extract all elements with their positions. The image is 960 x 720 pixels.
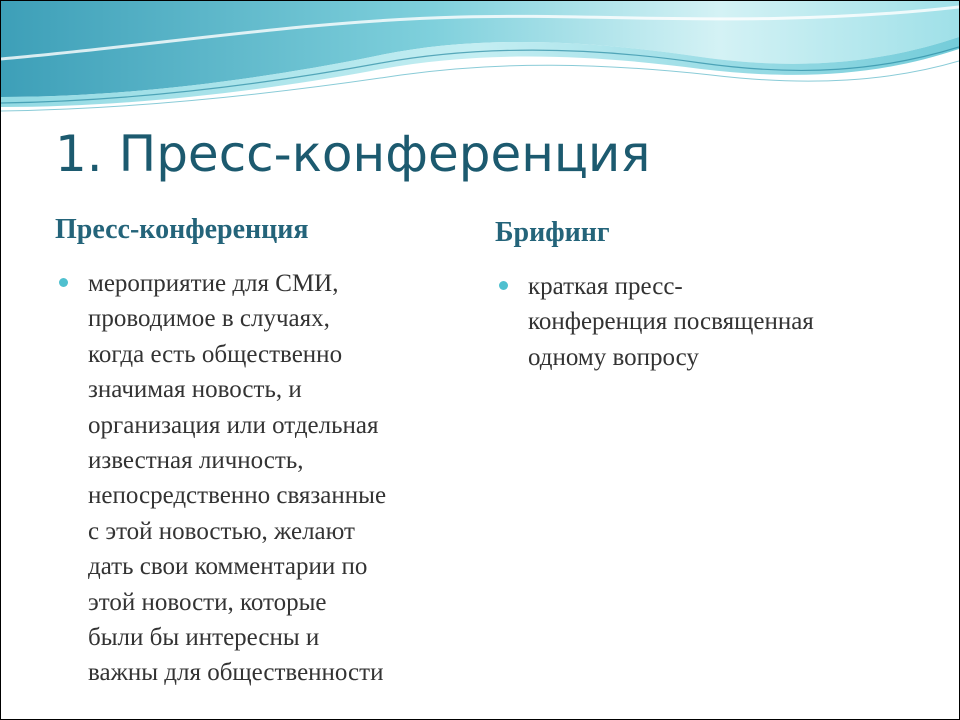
bullet-dot-icon <box>499 281 508 290</box>
bullet-text: мероприятие для СМИ, проводимое в случаях, когда есть общественно значимая новость, и организация или отдельная известная личность, непосредственно связанные с этой новостью, желают дать свои комментарии по этой новости, которые были бы интересны и важны для общественности <box>88 270 387 687</box>
slide-title: 1. Пресс-конференция <box>55 125 651 183</box>
briefing-heading: Брифинг <box>495 217 610 248</box>
list-item <box>495 269 935 375</box>
press-conference-list <box>55 266 495 691</box>
press-conference-heading: Пресс-конференция <box>55 214 309 245</box>
briefing-list <box>495 269 935 375</box>
bullet-text: краткая пресс- конференция посвященная одному вопросу <box>528 273 814 371</box>
bullet-dot-icon <box>59 278 68 287</box>
wave-decoration <box>1 1 959 121</box>
list-item <box>55 266 495 691</box>
